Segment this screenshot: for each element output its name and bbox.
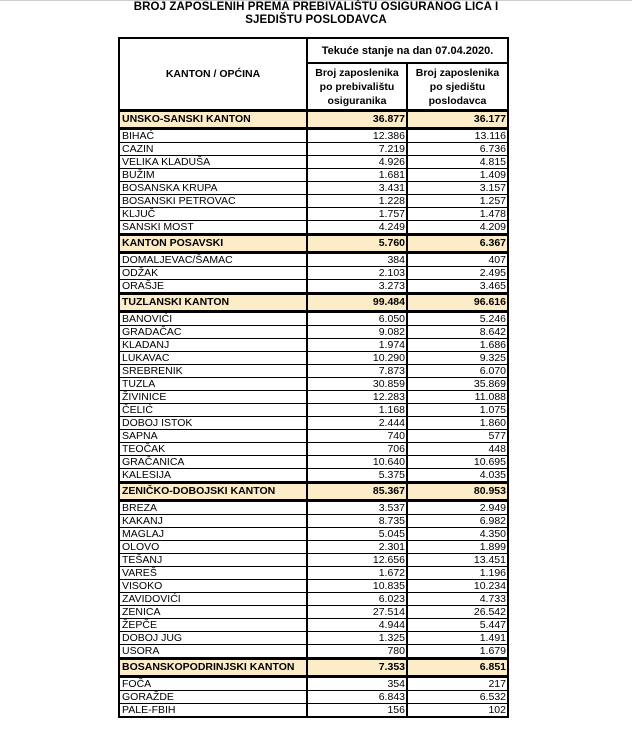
document-title (100, 1, 532, 27)
table-row (119, 567, 508, 580)
cell-prebivaliste: 5.045 (307, 528, 407, 541)
table-row (119, 208, 508, 221)
cell-prebivaliste: 12.656 (307, 554, 407, 567)
table-row (119, 143, 508, 156)
cell-name: BOSANSKI PETROVAC (119, 195, 307, 208)
cell-sjediste: 6.851 (407, 659, 508, 677)
cell-name: VELIKA KLADUŠA (119, 156, 307, 169)
cell-sjediste: 4.815 (407, 156, 508, 169)
table-row (119, 378, 508, 391)
cell-sjediste: 4.035 (407, 469, 508, 483)
cell-name: VISOKO (119, 580, 307, 593)
cell-sjediste: 1.409 (407, 169, 508, 182)
table-row (119, 430, 508, 443)
table-row (119, 515, 508, 528)
cell-name: BOSANSKA KRUPA (119, 182, 307, 195)
cell-sjediste: 10.234 (407, 580, 508, 593)
cell-prebivaliste: 27.514 (307, 606, 407, 619)
cell-name: DOMALJEVAC/ŠAMAC (119, 253, 307, 267)
cell-prebivaliste: 10.290 (307, 352, 407, 365)
cell-name: ODŽAK (119, 267, 307, 280)
cell-sjediste: 1.679 (407, 645, 508, 659)
table-row (119, 280, 508, 294)
kanton-row (119, 235, 508, 253)
header-sjediste (407, 63, 508, 111)
cell-sjediste: 6.736 (407, 143, 508, 156)
cell-sjediste: 1.075 (407, 404, 508, 417)
cell-name: DOBOJ ISTOK (119, 417, 307, 430)
cell-name: BIHAĆ (119, 129, 307, 143)
cell-sjediste: 5.447 (407, 619, 508, 632)
cell-prebivaliste: 384 (307, 253, 407, 267)
kanton-row (119, 111, 508, 129)
table-row (119, 501, 508, 515)
cell-name: UNSKO-SANSKI KANTON (119, 111, 307, 129)
cell-name: TUZLA (119, 378, 307, 391)
cell-name: TEOČAK (119, 443, 307, 456)
cell-sjediste: 11.088 (407, 391, 508, 404)
cell-prebivaliste: 354 (307, 677, 407, 691)
cell-prebivaliste: 4.926 (307, 156, 407, 169)
cell-prebivaliste: 3.273 (307, 280, 407, 294)
cell-sjediste: 6.367 (407, 235, 508, 253)
cell-name: BOSANSKOPODRINJSKI KANTON (119, 659, 307, 677)
header-text: osiguranika (327, 94, 387, 107)
cell-name: BREZA (119, 501, 307, 515)
cell-name: VAREŠ (119, 567, 307, 580)
table-row (119, 554, 508, 567)
cell-name: LUKAVAC (119, 352, 307, 365)
table-row (119, 156, 508, 169)
header-kanton-opcina: KANTON / OPĆINA (119, 38, 307, 111)
cell-name: CAZIN (119, 143, 307, 156)
cell-name: GRAČANICA (119, 456, 307, 469)
cell-name: ZENIČKO-DOBOJSKI KANTON (119, 483, 307, 501)
cell-prebivaliste: 1.974 (307, 339, 407, 352)
cell-prebivaliste: 3.537 (307, 501, 407, 515)
cell-name: ŽIVINICE (119, 391, 307, 404)
cell-name: FOČA (119, 677, 307, 691)
cell-sjediste: 1.257 (407, 195, 508, 208)
table-row (119, 195, 508, 208)
cell-sjediste: 13.116 (407, 129, 508, 143)
cell-name: KANTON POSAVSKI (119, 235, 307, 253)
table-row (119, 182, 508, 195)
cell-prebivaliste: 2.444 (307, 417, 407, 430)
cell-prebivaliste: 2.301 (307, 541, 407, 554)
cell-sjediste: 26.542 (407, 606, 508, 619)
cell-sjediste: 36.177 (407, 111, 508, 129)
cell-sjediste: 96.616 (407, 294, 508, 312)
cell-prebivaliste: 12.386 (307, 129, 407, 143)
table-row (119, 619, 508, 632)
header-text: po sjedištu (429, 80, 486, 93)
title-line-2: SJEDIŠTU POSLODAVCA (245, 14, 387, 26)
header-prebivaliste (307, 63, 407, 111)
cell-name: ČELIĆ (119, 404, 307, 417)
cell-prebivaliste: 6.843 (307, 691, 407, 704)
cell-prebivaliste: 1.681 (307, 169, 407, 182)
kanton-row (119, 294, 508, 312)
cell-prebivaliste: 85.367 (307, 483, 407, 501)
cell-prebivaliste: 7.219 (307, 143, 407, 156)
cell-sjediste: 1.491 (407, 632, 508, 645)
table-row (119, 365, 508, 378)
table-row (119, 129, 508, 143)
cell-name: TUZLANSKI KANTON (119, 294, 307, 312)
table-row (119, 417, 508, 430)
table-row (119, 469, 508, 483)
cell-sjediste: 1.899 (407, 541, 508, 554)
header-text: Broj zaposlenika (315, 66, 399, 79)
cell-prebivaliste: 10.640 (307, 456, 407, 469)
cell-sjediste: 3.157 (407, 182, 508, 195)
cell-name: KAKANJ (119, 515, 307, 528)
cell-prebivaliste: 30.859 (307, 378, 407, 391)
table-row (119, 677, 508, 691)
cell-prebivaliste: 1.325 (307, 632, 407, 645)
cell-name: ORAŠJE (119, 280, 307, 294)
cell-sjediste: 6.982 (407, 515, 508, 528)
table-header (119, 38, 508, 111)
cell-prebivaliste: 2.103 (307, 267, 407, 280)
employment-table (118, 37, 509, 718)
table-row (119, 267, 508, 280)
cell-prebivaliste: 36.877 (307, 111, 407, 129)
table-row (119, 352, 508, 365)
cell-prebivaliste: 99.484 (307, 294, 407, 312)
cell-name: GORAŽDE (119, 691, 307, 704)
cell-prebivaliste: 12.283 (307, 391, 407, 404)
cell-sjediste: 6.070 (407, 365, 508, 378)
cell-prebivaliste: 156 (307, 704, 407, 718)
cell-sjediste: 4.733 (407, 593, 508, 606)
table-row (119, 339, 508, 352)
table-row (119, 169, 508, 182)
cell-sjediste: 9.325 (407, 352, 508, 365)
cell-sjediste: 5.246 (407, 312, 508, 326)
table-row (119, 691, 508, 704)
cell-name: USORA (119, 645, 307, 659)
kanton-row (119, 659, 508, 677)
cell-sjediste: 8.642 (407, 326, 508, 339)
cell-name: KALESIJA (119, 469, 307, 483)
cell-prebivaliste: 706 (307, 443, 407, 456)
cell-name: MAGLAJ (119, 528, 307, 541)
cell-name: ZAVIDOVIĆI (119, 593, 307, 606)
cell-sjediste: 1.686 (407, 339, 508, 352)
table-row (119, 221, 508, 235)
cell-name: ŽEPČE (119, 619, 307, 632)
cell-name: BUŽIM (119, 169, 307, 182)
cell-prebivaliste: 9.082 (307, 326, 407, 339)
cell-sjediste: 3.465 (407, 280, 508, 294)
table-row (119, 456, 508, 469)
cell-sjediste: 4.350 (407, 528, 508, 541)
header-date: Tekuće stanje na dan 07.04.2020. (307, 38, 508, 63)
cell-prebivaliste: 4.249 (307, 221, 407, 235)
cell-prebivaliste: 5.760 (307, 235, 407, 253)
header-text: po prebivalištu (319, 80, 395, 93)
table-row (119, 632, 508, 645)
cell-prebivaliste: 6.050 (307, 312, 407, 326)
cell-prebivaliste: 1.672 (307, 567, 407, 580)
cell-name: ZENICA (119, 606, 307, 619)
cell-prebivaliste: 5.375 (307, 469, 407, 483)
header-text: Broj zaposlenika (415, 66, 500, 79)
table-row (119, 541, 508, 554)
header-text: poslodavca (428, 94, 487, 107)
table-row (119, 253, 508, 267)
cell-name: SAPNA (119, 430, 307, 443)
table-row (119, 580, 508, 593)
cell-name: SREBRENIK (119, 365, 307, 378)
table-row (119, 528, 508, 541)
cell-sjediste: 2.495 (407, 267, 508, 280)
cell-sjediste: 1.196 (407, 567, 508, 580)
cell-prebivaliste: 1.757 (307, 208, 407, 221)
cell-name: SANSKI MOST (119, 221, 307, 235)
table-row (119, 326, 508, 339)
cell-sjediste: 1.478 (407, 208, 508, 221)
cell-name: KLADANJ (119, 339, 307, 352)
cell-sjediste: 448 (407, 443, 508, 456)
table-row (119, 443, 508, 456)
cell-prebivaliste: 4.944 (307, 619, 407, 632)
cell-prebivaliste: 6.023 (307, 593, 407, 606)
cell-sjediste: 217 (407, 677, 508, 691)
cell-prebivaliste: 740 (307, 430, 407, 443)
table-row (119, 606, 508, 619)
cell-sjediste: 4.209 (407, 221, 508, 235)
table-row (119, 391, 508, 404)
table-row (119, 593, 508, 606)
cell-prebivaliste: 7.353 (307, 659, 407, 677)
cell-prebivaliste: 8.735 (307, 515, 407, 528)
cell-sjediste: 102 (407, 704, 508, 718)
cell-prebivaliste: 780 (307, 645, 407, 659)
cell-name: BANOVIĆI (119, 312, 307, 326)
cell-name: OLOVO (119, 541, 307, 554)
cell-sjediste: 577 (407, 430, 508, 443)
cell-prebivaliste: 3.431 (307, 182, 407, 195)
cell-sjediste: 6.532 (407, 691, 508, 704)
table-body (119, 111, 508, 718)
cell-name: KLJUČ (119, 208, 307, 221)
table-row (119, 312, 508, 326)
cell-sjediste: 10.695 (407, 456, 508, 469)
cell-prebivaliste: 1.168 (307, 404, 407, 417)
title-line-1: BROJ ZAPOSLENIH PREMA PREBIVALIŠTU OSIGURANOG LICA I (133, 1, 499, 13)
cell-sjediste: 407 (407, 253, 508, 267)
table-row (119, 645, 508, 659)
cell-name: DOBOJ JUG (119, 632, 307, 645)
cell-sjediste: 13.451 (407, 554, 508, 567)
cell-prebivaliste: 1.228 (307, 195, 407, 208)
table-row (119, 404, 508, 417)
cell-name: PALE-FBIH (119, 704, 307, 718)
cell-prebivaliste: 7.873 (307, 365, 407, 378)
kanton-row (119, 483, 508, 501)
cell-name: GRADAČAC (119, 326, 307, 339)
table-row (119, 704, 508, 718)
cell-sjediste: 2.949 (407, 501, 508, 515)
cell-sjediste: 35.869 (407, 378, 508, 391)
cell-sjediste: 80.953 (407, 483, 508, 501)
cell-prebivaliste: 10.835 (307, 580, 407, 593)
cell-sjediste: 1.860 (407, 417, 508, 430)
cell-name: TEŠANJ (119, 554, 307, 567)
